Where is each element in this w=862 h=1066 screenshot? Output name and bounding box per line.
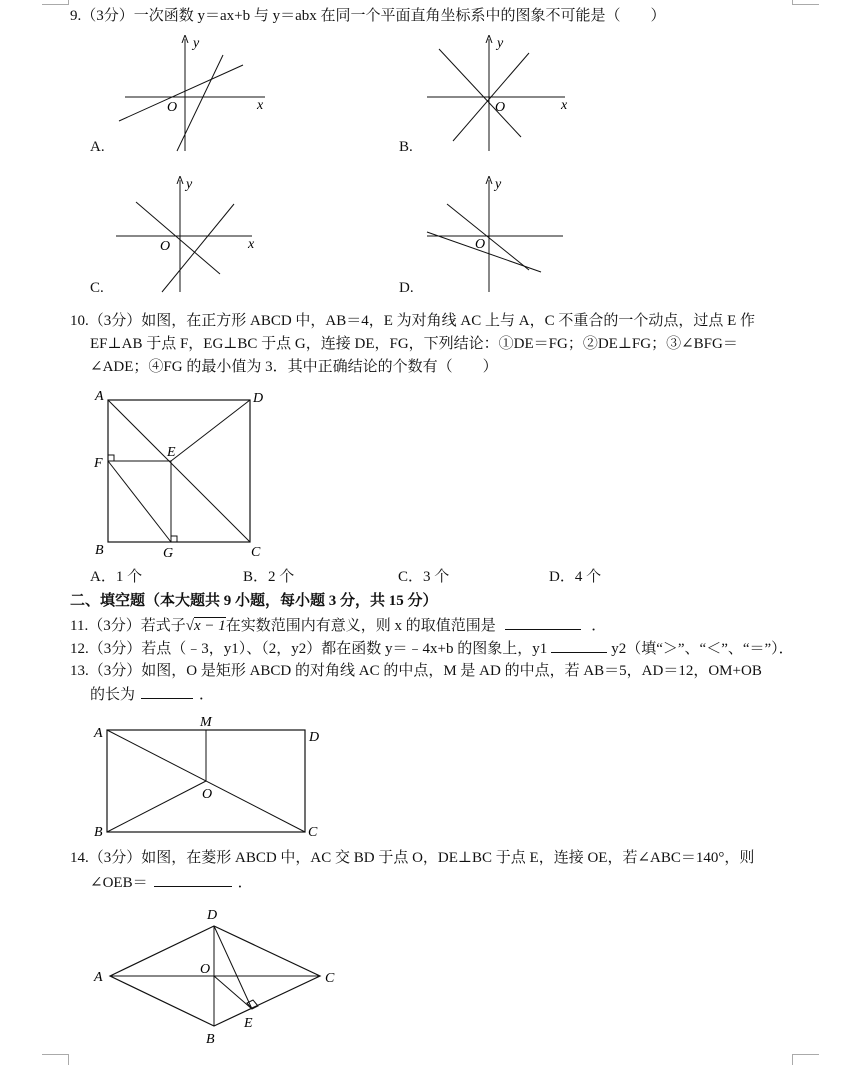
q10-label-f: F [94,456,103,471]
q14-label-d: D [207,908,218,923]
q11-answer-blank[interactable] [505,615,581,630]
graph-d-origin-label: O [475,237,486,252]
q14-label-b: B [206,1032,215,1047]
q12-answer-blank[interactable] [551,638,607,653]
q9-graph-c [112,176,272,296]
graph-d-y-label: y [495,177,502,192]
graph-b-origin-label: O [495,100,506,115]
q9-graph-a [115,33,275,153]
q10-option-b: B．2 个 [243,569,295,585]
q13-label-d: D [309,730,320,745]
q10-line-3: ∠ADE；④FG 的最小值为 3．其中正确结论的个数有（ ） [90,359,498,375]
q14-line-2-end: ． [237,875,253,891]
q10-label-d: D [253,391,264,406]
q13-label-m: M [200,715,212,730]
q10-option-a: A．1 个 [90,569,143,585]
q11-suffix: 在实数范围内有意义，则 x 的取值范围是 [225,618,496,634]
q10-line-1: 10.（3分）如图，在正方形 ABCD 中，AB＝4，E 为对角线 AC 上与 A，C 不重合的一个动点，过点 E 作 [70,313,756,329]
q9-option-d: D. [399,280,414,296]
q14-line-2-prefix: ∠OEB＝ [90,875,148,891]
q10-label-g: G [163,546,174,561]
q14-label-e: E [244,1016,253,1031]
corner-mark-top-left [42,0,69,5]
q11-end: ． [591,618,607,634]
section-2-heading: 二、填空题（本大题共 9 小题，每小题 3 分，共 15 分） [70,593,438,609]
corner-mark-top-right [792,0,819,5]
q10-label-b: B [95,543,104,558]
q10-option-c: C．3 个 [398,569,450,585]
q10-label-e: E [167,445,176,460]
q12-suffix: y2（填“＞”、“＜”、“＝”）． [611,641,794,657]
q13-label-c: C [308,825,318,840]
q13-label-o: O [202,787,213,802]
q9-graph-d [425,176,585,296]
q9-option-c: C. [90,280,104,296]
q9-graph-b [425,33,585,153]
graph-c-y-label: y [186,177,193,192]
graph-c-x-label: x [248,237,255,252]
q10-option-d: D．4 个 [549,569,602,585]
graph-b-x-label: x [561,98,568,113]
graph-c-origin-label: O [160,239,171,254]
q11-line [70,615,606,636]
q12-line [70,638,794,659]
q11-prefix: 11.（3分）若式子 [70,618,186,634]
q14-label-a: A [94,970,103,985]
q14-line-1: 14.（3分）如图，在菱形 ABCD 中，AC 交 BD 于点 O，DE⊥BC 于点 E，连接 OE，若∠ABC＝140°，则 [70,850,755,866]
q13-line-2 [90,684,214,705]
q13-line-2-prefix: 的长为 [90,687,136,703]
q10-square-figure [92,388,272,563]
q10-label-c: C [251,545,261,560]
q13-line-1: 13.（3分）如图，O 是矩形 ABCD 的对角线 AC 的中点，M 是 AD 的中点，若 AB＝5，AD＝12，OM+OB [70,663,762,679]
q14-label-o: O [200,962,211,977]
q13-line-2-end: ． [199,687,215,703]
graph-a-origin-label: O [167,100,178,115]
q14-label-c: C [325,971,335,986]
graph-b-y-label: y [497,36,504,51]
q14-answer-blank[interactable] [154,872,232,887]
q10-label-a: A [95,389,104,404]
q12-prefix: 12.（3分）若点（﹣3，y1）、（2，y2）都在函数 y＝﹣4x+b 的图象上，y1 [70,641,548,657]
q14-rhombus-figure [92,902,352,1052]
q14-line-2 [90,872,253,893]
sqrt-symbol: √ [185,618,194,634]
q9-stem: 9.（3分）一次函数 y＝ax+b 与 y＝abx 在同一个平面直角坐标系中的图象不可能是（ ） [70,8,666,24]
q13-label-b: B [94,825,103,840]
corner-mark-bottom-right [792,1054,819,1065]
q13-rectangle-figure [92,712,332,842]
q13-label-a: A [94,726,103,741]
graph-a-x-label: x [257,98,264,113]
q9-option-b: B. [399,139,413,155]
graph-a-y-label: y [193,36,200,51]
corner-mark-bottom-left [42,1054,69,1065]
q9-option-a: A. [90,139,105,155]
q13-answer-blank[interactable] [141,684,193,699]
q10-line-2: EF⊥AB 于点 F，EG⊥BC 于点 G，连接 DE，FG，下列结论：①DE＝FG；②DE⊥FG；③∠BFG＝ [90,336,738,352]
q11-radicand: x − 1 [193,618,226,634]
